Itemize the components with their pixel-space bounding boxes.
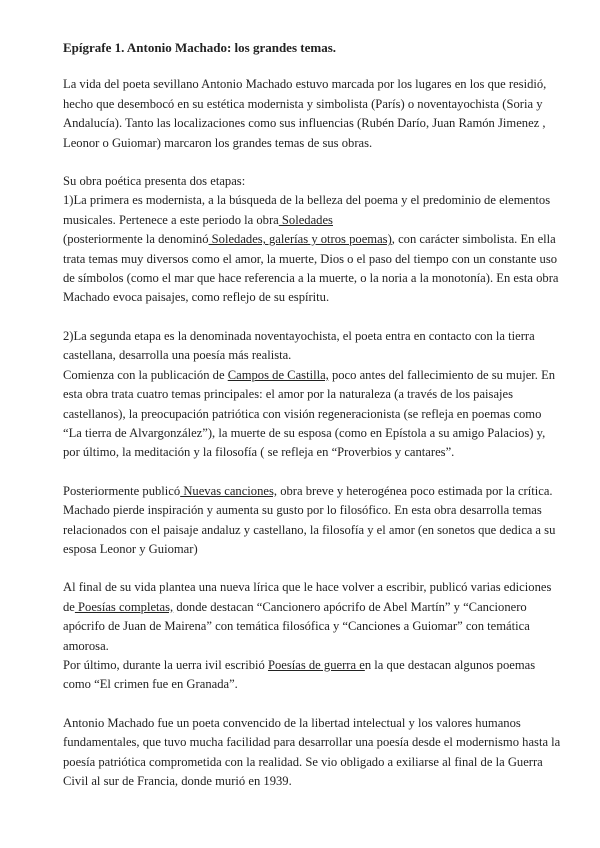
war-text-b: n la que destacan algunos poemas como “El crimen fue en Granada”. — [63, 657, 536, 692]
nuevas-text-b: obra breve y heterogénea poco estimada por la crítica. Machado pierde inspiración y aumenta su gusto por lo filosófico. En esta obra desarrolla temas relacionados con el paisaje andaluz y castellano, la filosofía y el amor (en sonetos que dedica a su esposa Leonor y Guiomar) — [63, 483, 556, 556]
work-title-poesias-guerra: Poesías de guerra e — [267, 657, 365, 672]
stage-one-text-a: 1)La primera es modernista, a la búsqueda de la belleza del poema y el predominio de elementos musicales. Pertenece a este periodo la obra — [63, 193, 551, 227]
stage-one-text-c: , con carácter simbolista. En ella trata temas muy diversos como el amor, la muerte, Dios o el paso del tiempo con un constante uso de símbolos (como el mar que hace referencia a la muerte, o la noria a la monotonía). En esta obra Machado evoca paisajes, como reflejo de su espíritu. — [63, 232, 559, 305]
work-title-poesias-completas: Poesías completas, — [74, 599, 174, 614]
page-title: Epígrafe 1. Antonio Machado: los grandes temas. — [63, 40, 336, 55]
work-title-soledades: Soledades — [278, 212, 333, 227]
stage-one-text-b: (posteriormente la denominó — [63, 232, 209, 247]
war-period-text — [63, 656, 563, 695]
stage-two-text-b: Comienza con la publicación de — [63, 367, 228, 382]
final-period-text — [63, 578, 563, 656]
stage-two-text-c: poco antes del fallecimiento de su mujer. En esta obra trata cuatro temas principales: el amor por la naturaleza (a través de los paisajes castellanos), la preocupación patriótica con visión regeneracionista (se refleja en poemas como “La tierra de Alvargonzález”), la muerte de su esposa (como en Epístola a su amigo Palacios) y, por último, la meditación y la filosofía ( se refleja en “Proverbios y cantares”. — [63, 367, 556, 460]
final-text-a: Al final de su vida plantea una nueva lírica que le hace volver a escribir, publicó varias ediciones de — [63, 580, 552, 614]
war-text-a: Por último, durante la uerra ivil escribió — [63, 657, 268, 672]
paragraph-nuevas-canciones — [63, 482, 563, 560]
stages-intro: Su obra poética presenta dos etapas: — [63, 174, 246, 189]
nuevas-text-a: Posteriormente publicó — [63, 483, 181, 498]
work-title-nuevas-canciones: Nuevas canciones, — [180, 483, 278, 498]
stage-two-text-a: 2)La segunda etapa es la denominada noventayochista, el poeta entra en contacto con la tierra castellana, desarrolla una poesía más realista. — [63, 328, 535, 363]
paragraph-intro: La vida del poeta sevillano Antonio Machado estuvo marcada por los lugares en los que residió, hecho que desembocó en su estética modernista y simbolista (París) o noventayochista (Soria y Andalucía). Tanto las localizaciones como sus influencias (Rubén Darío, Juan Ramón Jimenez , Leonor o Guiomar) marcaron los grandes temas de sus obras. — [63, 77, 547, 150]
work-title-campos: Campos de Castilla, — [227, 367, 329, 382]
stage-one — [63, 191, 563, 307]
paragraph-stages — [63, 172, 563, 308]
paragraph-stage-two — [63, 327, 563, 463]
stage-two-body — [63, 366, 563, 463]
paragraph-conclusion: Antonio Machado fue un poeta convencido de la libertad intelectual y los valores humanos fundamentales, que tuvo mucha facilidad para desarrollar una poesía desde el modernismo hasta la poesía patriótica comprometida con la realidad. Se vio obligado a exiliarse al final de la Guerra Civil al sur de Francia, donde murió en 1939. — [63, 715, 561, 788]
document-page — [63, 38, 563, 810]
work-title-soledades-galerias: Soledades, galerías y otros poemas) — [208, 232, 392, 247]
final-text-b: donde destacan “Cancionero apócrifo de Abel Martín” y “Cancionero apócrifo de Juan de Mairena” con temática filosófica y “Canciones a Guiomar” con temática amorosa. — [63, 599, 530, 653]
paragraph-final-period — [63, 578, 563, 694]
